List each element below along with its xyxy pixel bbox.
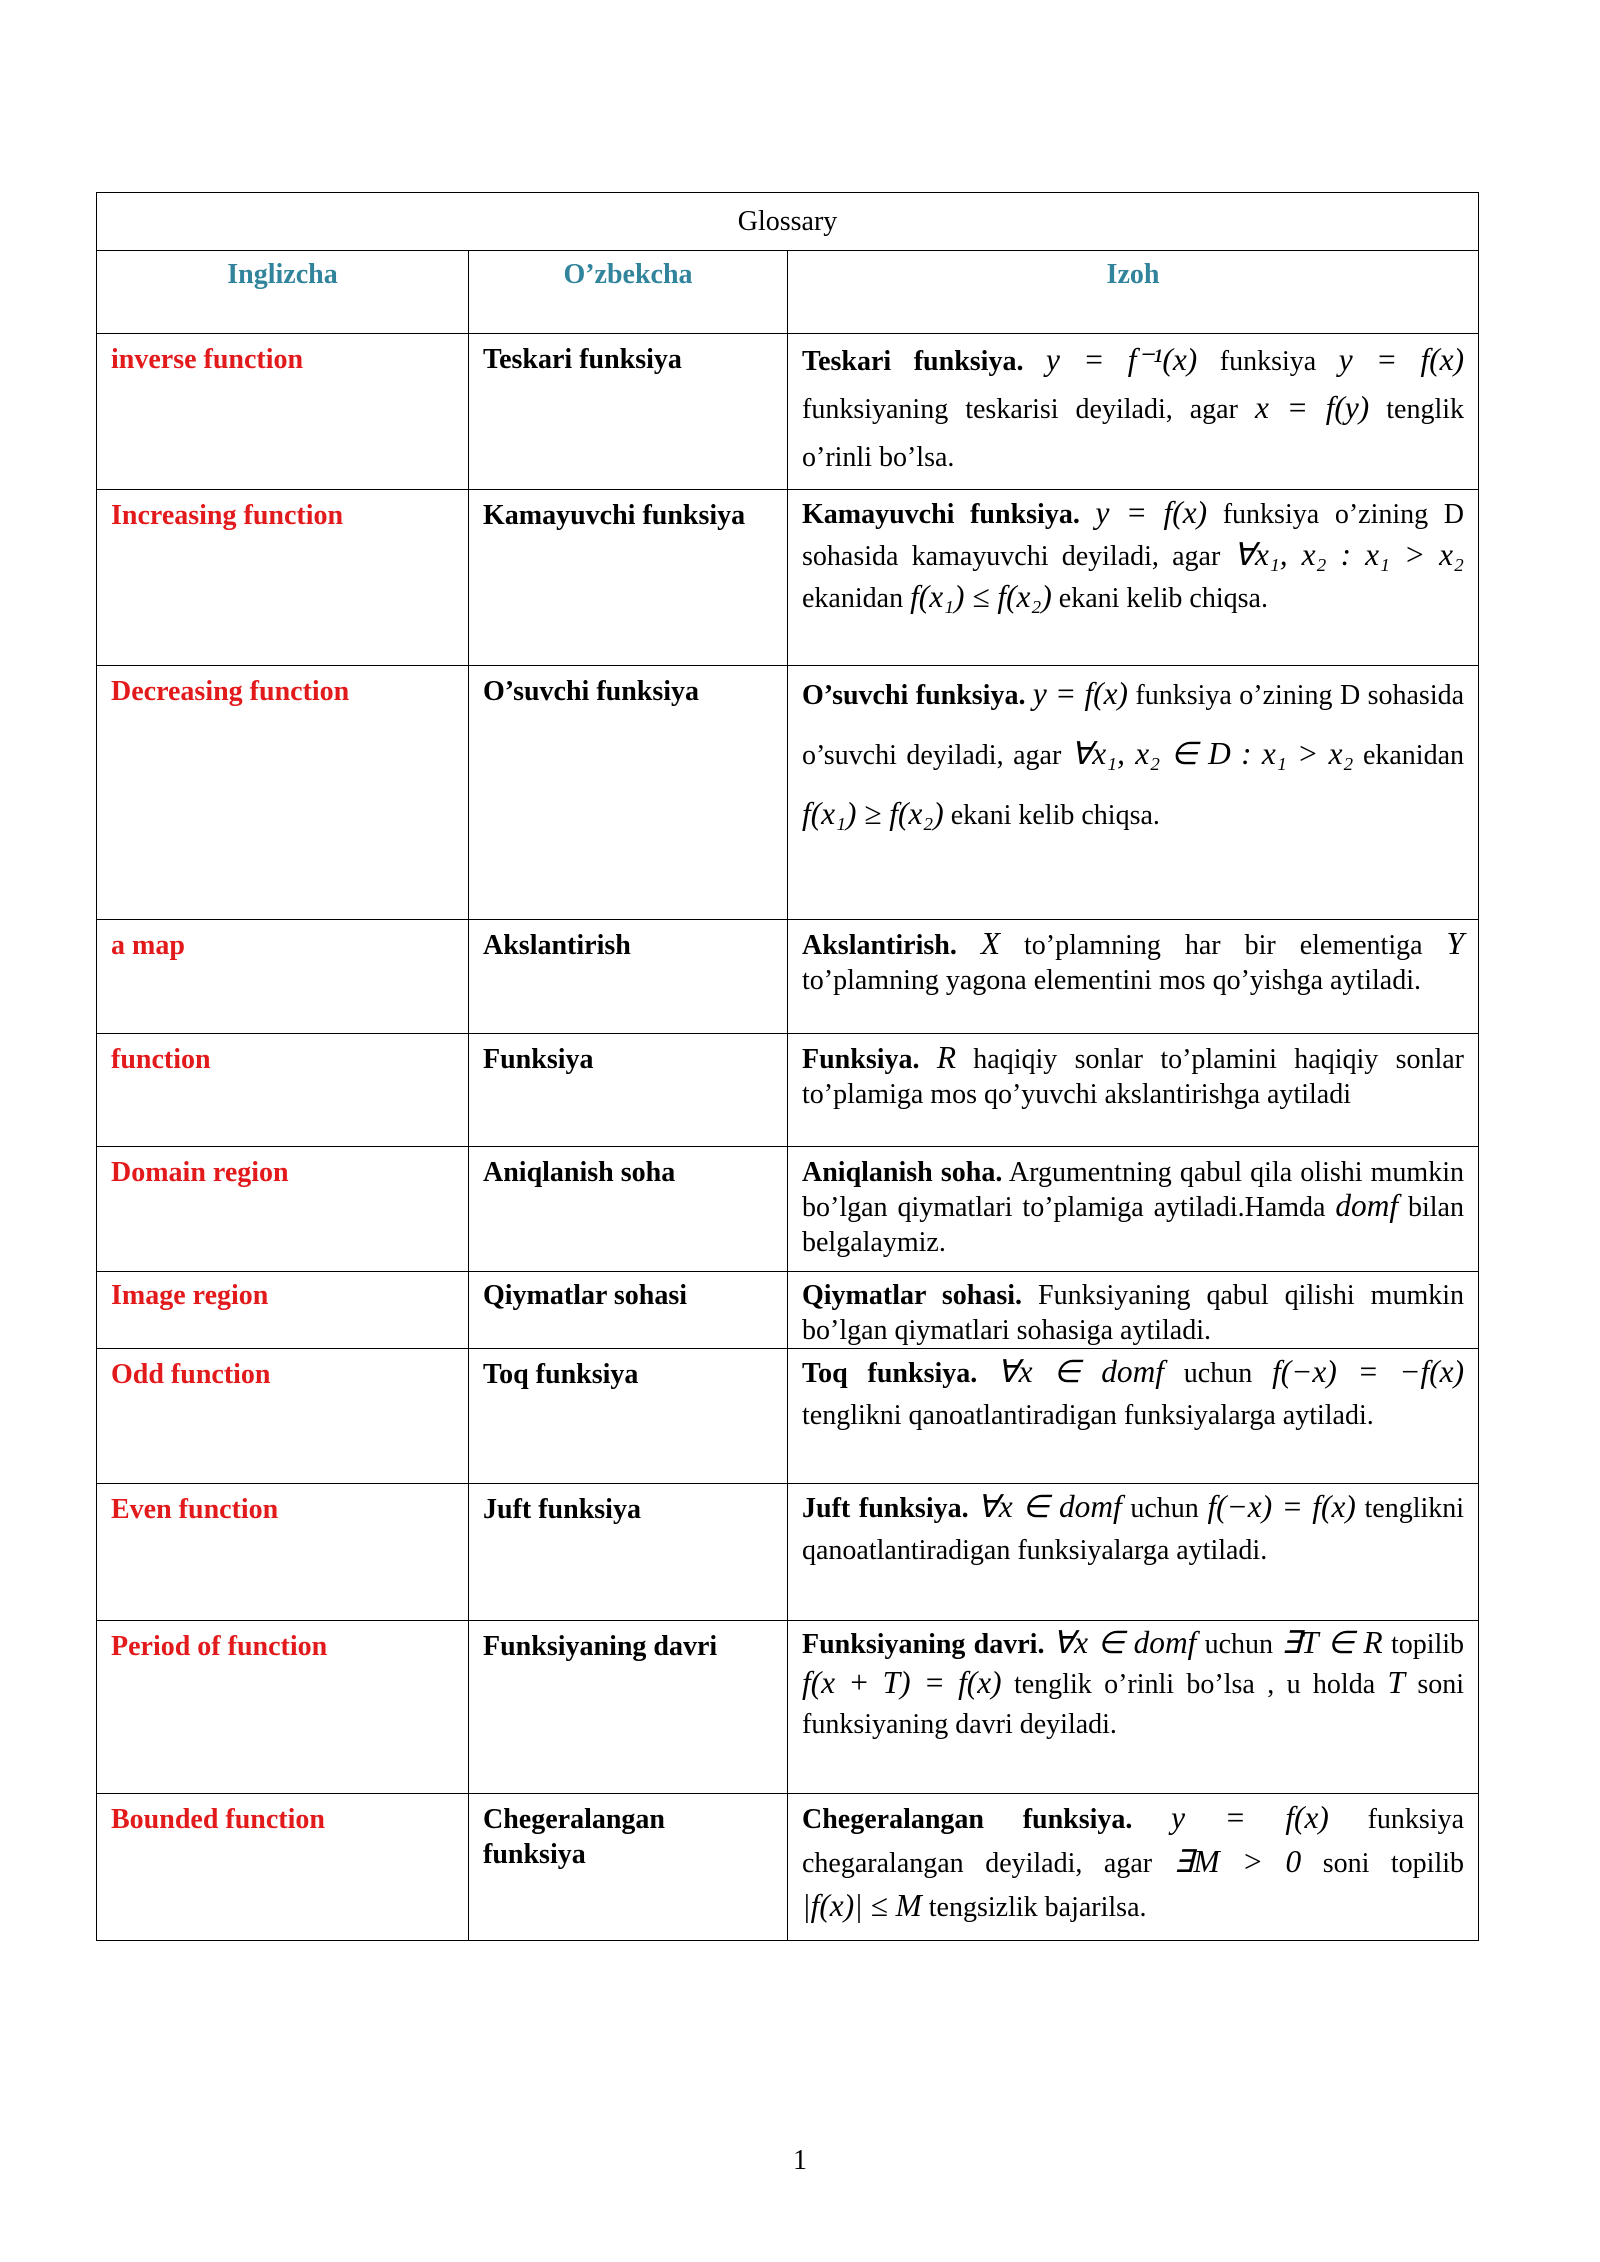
- table-row: [97, 1272, 1479, 1349]
- page-number: 1: [793, 2145, 807, 2176]
- table-title: Glossary: [97, 193, 1479, 251]
- column-header-uzbek: O’zbekcha: [469, 251, 788, 334]
- definition-text: uchun: [1204, 1629, 1274, 1660]
- formula: y = f(x): [1032, 676, 1128, 711]
- definition: [788, 1147, 1479, 1272]
- uzbek-term: Chegeralangan funksiya: [469, 1794, 788, 1941]
- formula: ∀x ∈ domf: [1052, 1625, 1197, 1660]
- column-header-explanation: Izoh: [788, 251, 1479, 334]
- definition: [788, 334, 1479, 490]
- definition-text: tenglikni qanoatlantiradigan funksiyalarga aytiladi.: [802, 1493, 1465, 1566]
- definition-title: Funksiyaning davri.: [802, 1629, 1045, 1660]
- english-term: a map: [97, 920, 469, 1034]
- definition: [788, 1621, 1479, 1794]
- definition-text: funksiya o’zining D sohasida kamayuvchi deyiladi, agar: [802, 499, 1465, 572]
- uzbek-term: Funksiya: [469, 1034, 788, 1147]
- definition-text: Argumentning qabul qila olishi mumkin bo’lgan qiymatlari to’plamiga aytiladi.Hamda: [802, 1157, 1464, 1223]
- definition-title: Toq funksiya.: [802, 1358, 978, 1389]
- formula: T: [1387, 1665, 1405, 1700]
- definition-text: tenglik o’rinli bo’lsa.: [802, 394, 1465, 473]
- definition-text: ekani kelib chiqsa.: [950, 800, 1160, 831]
- formula: ∀x ∈ domf: [977, 1489, 1122, 1524]
- formula: ∃M > 0: [1173, 1844, 1302, 1879]
- english-term: Bounded function: [97, 1794, 469, 1941]
- definition-text: tenglik o’rinli bo’lsa , u holda: [1013, 1669, 1376, 1700]
- table-row: [97, 920, 1479, 1034]
- definition-text: bilan belgalaymiz.: [802, 1192, 1464, 1258]
- definition-text: haqiqiy sonlar to’plamini haqiqiy sonlar to’plamiga mos qo’yuvchi akslantirishga aytiladi: [802, 1044, 1464, 1110]
- definition-text: tengsizlik bajarilsa.: [928, 1892, 1147, 1923]
- formula: X: [980, 926, 1000, 961]
- table-row: [97, 1794, 1479, 1941]
- english-term: inverse function: [97, 334, 469, 490]
- uzbek-term: Juft funksiya: [469, 1484, 788, 1621]
- english-term: Period of function: [97, 1621, 469, 1794]
- formula: f(−x) = f(x): [1207, 1489, 1356, 1524]
- definition: [788, 1484, 1479, 1621]
- uzbek-term: Funksiyaning davri: [469, 1621, 788, 1794]
- uzbek-term: Teskari funksiya: [469, 334, 788, 490]
- formula: y = f(x): [1171, 1800, 1329, 1835]
- formula: f(x + T) = f(x): [802, 1665, 1002, 1700]
- definition-title: Aniqlanish soha.: [802, 1157, 1003, 1188]
- formula: ∀x₁, x₂ : x₁ > x₂: [1233, 537, 1464, 572]
- uzbek-term: O’suvchi funksiya: [469, 666, 788, 920]
- definition-text: uchun: [1130, 1493, 1199, 1524]
- definition-text: funksiya: [1219, 346, 1317, 377]
- definition-text: ekanidan: [1362, 740, 1465, 771]
- uzbek-term: Kamayuvchi funksiya: [469, 490, 788, 666]
- uzbek-term: Toq funksiya: [469, 1349, 788, 1484]
- table-header-row: [97, 251, 1479, 334]
- formula: y = f(x): [1338, 342, 1465, 377]
- definition-text: ekanidan: [802, 583, 904, 614]
- formula: f(−x) = −f(x): [1272, 1354, 1465, 1389]
- table-row: [97, 666, 1479, 920]
- formula: y = f(x): [1095, 495, 1208, 530]
- table-row: [97, 490, 1479, 666]
- definition: [788, 1794, 1479, 1941]
- definition: [788, 490, 1479, 666]
- definition: [788, 1272, 1479, 1349]
- formula: R: [936, 1040, 956, 1075]
- definition-text: uchun: [1183, 1358, 1253, 1389]
- english-term: Increasing function: [97, 490, 469, 666]
- definition: [788, 1349, 1479, 1484]
- english-term: Even function: [97, 1484, 469, 1621]
- formula: ∀x ∈ domf: [997, 1354, 1164, 1389]
- definition-text: funksiyaning teskarisi deyiladi, agar: [802, 394, 1238, 425]
- uzbek-term: Akslantirish: [469, 920, 788, 1034]
- definition-title: Teskari funksiya.: [802, 346, 1024, 377]
- definition-title: Qiymatlar sohasi.: [802, 1280, 1023, 1311]
- english-term: Domain region: [97, 1147, 469, 1272]
- definition-text: ekani kelib chiqsa.: [1058, 583, 1268, 614]
- formula: |f(x)| ≤ M: [802, 1888, 922, 1923]
- english-term: Odd function: [97, 1349, 469, 1484]
- definition: [788, 666, 1479, 920]
- definition: [788, 920, 1479, 1034]
- formula: domf: [1335, 1188, 1399, 1223]
- definition-title: Kamayuvchi funksiya.: [802, 499, 1080, 530]
- table-row: [97, 334, 1479, 490]
- english-term: Image region: [97, 1272, 469, 1349]
- definition: [788, 1034, 1479, 1147]
- formula: ∀x₁, x₂ ∈ D : x₁ > x₂: [1070, 736, 1354, 771]
- definition-text: soni topilib: [1322, 1848, 1465, 1879]
- uzbek-term: Qiymatlar sohasi: [469, 1272, 788, 1349]
- column-header-english: Inglizcha: [97, 251, 469, 334]
- definition-text: tenglikni qanoatlantiradigan funksiyalarga aytiladi.: [802, 1400, 1374, 1431]
- table-title-row: [97, 193, 1479, 251]
- table-row: [97, 1147, 1479, 1272]
- definition-title: Juft funksiya.: [802, 1493, 969, 1524]
- definition-title: Funksiya.: [802, 1044, 920, 1075]
- formula: x = f(y): [1254, 390, 1370, 425]
- definition-text: soni funksiyaning davri deyiladi.: [802, 1669, 1464, 1740]
- uzbek-term: Aniqlanish soha: [469, 1147, 788, 1272]
- definition-title: Chegeralangan funksiya.: [802, 1804, 1133, 1835]
- table-row: [97, 1034, 1479, 1147]
- english-term: function: [97, 1034, 469, 1147]
- definition-text: to’plamning yagona elementini mos qo’yishga aytiladi.: [802, 965, 1421, 996]
- formula: Y: [1446, 926, 1464, 961]
- definition-text: Funksiyaning qabul qilishi mumkin bo’lgan qiymatlari sohasiga aytiladi.: [802, 1280, 1464, 1346]
- definition-text: topilib: [1390, 1629, 1465, 1660]
- table-row: [97, 1349, 1479, 1484]
- definition-title: O’suvchi funksiya.: [802, 680, 1026, 711]
- table-row: [97, 1621, 1479, 1794]
- english-term: Decreasing function: [97, 666, 469, 920]
- definition-text: funksiya chegaralangan deyiladi, agar: [802, 1804, 1465, 1879]
- definition-title: Akslantirish.: [802, 930, 957, 961]
- formula: f(x₁) ≥ f(x₂): [802, 796, 944, 831]
- formula: y = f⁻¹(x): [1045, 342, 1198, 377]
- definition-text: to’plamning har bir elementiga: [1023, 930, 1423, 961]
- table-row: [97, 1484, 1479, 1621]
- formula: f(x₁) ≤ f(x₂): [910, 579, 1052, 614]
- formula: ∃T ∈ R: [1281, 1625, 1383, 1660]
- glossary-table: [96, 192, 1479, 1941]
- definition-text: funksiya o’zining D sohasida o’suvchi deyiladi, agar: [802, 680, 1465, 771]
